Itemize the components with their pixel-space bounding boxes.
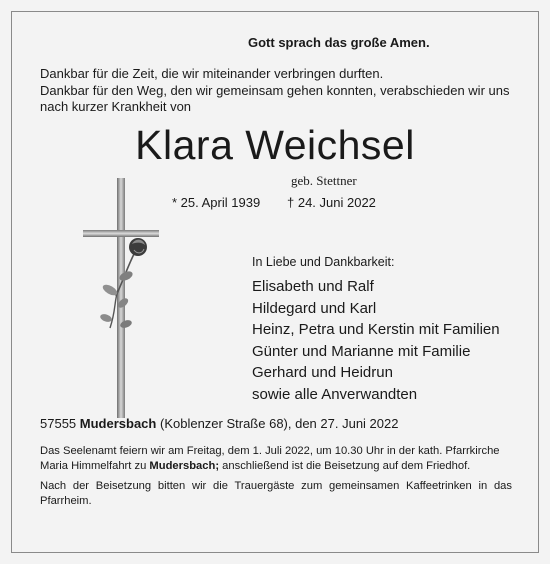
deceased-name: Klara Weichsel	[135, 122, 415, 168]
after-notice: Nach der Beisetzung bitten wir die Trauergäste zum gemeinsamen Kaffeetrinken in das Pfarrheim.	[40, 480, 512, 507]
born-name: geb. Stettner	[291, 173, 357, 188]
service-notice	[40, 444, 512, 474]
intro-line: Dankbar für die Zeit, die wir miteinander verbringen durften.	[40, 66, 384, 81]
town-name: Mudersbach	[79, 416, 157, 431]
mourners-heading: In Liebe und Dankbarkeit:	[252, 255, 395, 269]
mourner-name: Hildegard und Karl	[252, 299, 377, 317]
service-text: Das Seelenamt feiern wir am Freitag, dem 1. Juli 2022, um 10.30 Uhr in der kath. Pfarrkirche Maria Himmelfahrt zu	[40, 445, 500, 472]
address-date: (Koblenzer Straße 68), den 27. Juni 2022	[159, 416, 399, 431]
intro-text	[40, 66, 520, 116]
mourner-name: Günter und Marianne mit Familie	[252, 342, 471, 360]
mourner-name: Gerhard und Heidrun	[252, 364, 393, 381]
death-date: † 24. Juni 2022	[287, 195, 376, 210]
mourner-name: Heinz, Petra und Kerstin mit Familien	[252, 321, 500, 338]
intro-line: Dankbar für den Weg, den wir gemeinsam gehen konnten, verabschieden wir uns	[40, 82, 510, 98]
birth-date: * 25. April 1939	[172, 195, 261, 210]
mourner-name: Elisabeth und Ralf	[252, 278, 374, 295]
intro-line: nach kurzer Krankheit von	[40, 99, 192, 114]
zip-code: 57555	[40, 416, 77, 431]
service-town: Mudersbach;	[149, 460, 220, 472]
mourners-list	[252, 276, 500, 405]
mourner-name: sowie alle Anverwandten	[252, 385, 418, 403]
place-and-date	[40, 416, 398, 431]
motto: Gott sprach das große Amen.	[248, 35, 430, 50]
service-text-end: anschließend ist die Beisetzung auf dem Friedhof.	[219, 460, 471, 472]
cross-with-rose-icon	[80, 178, 170, 418]
